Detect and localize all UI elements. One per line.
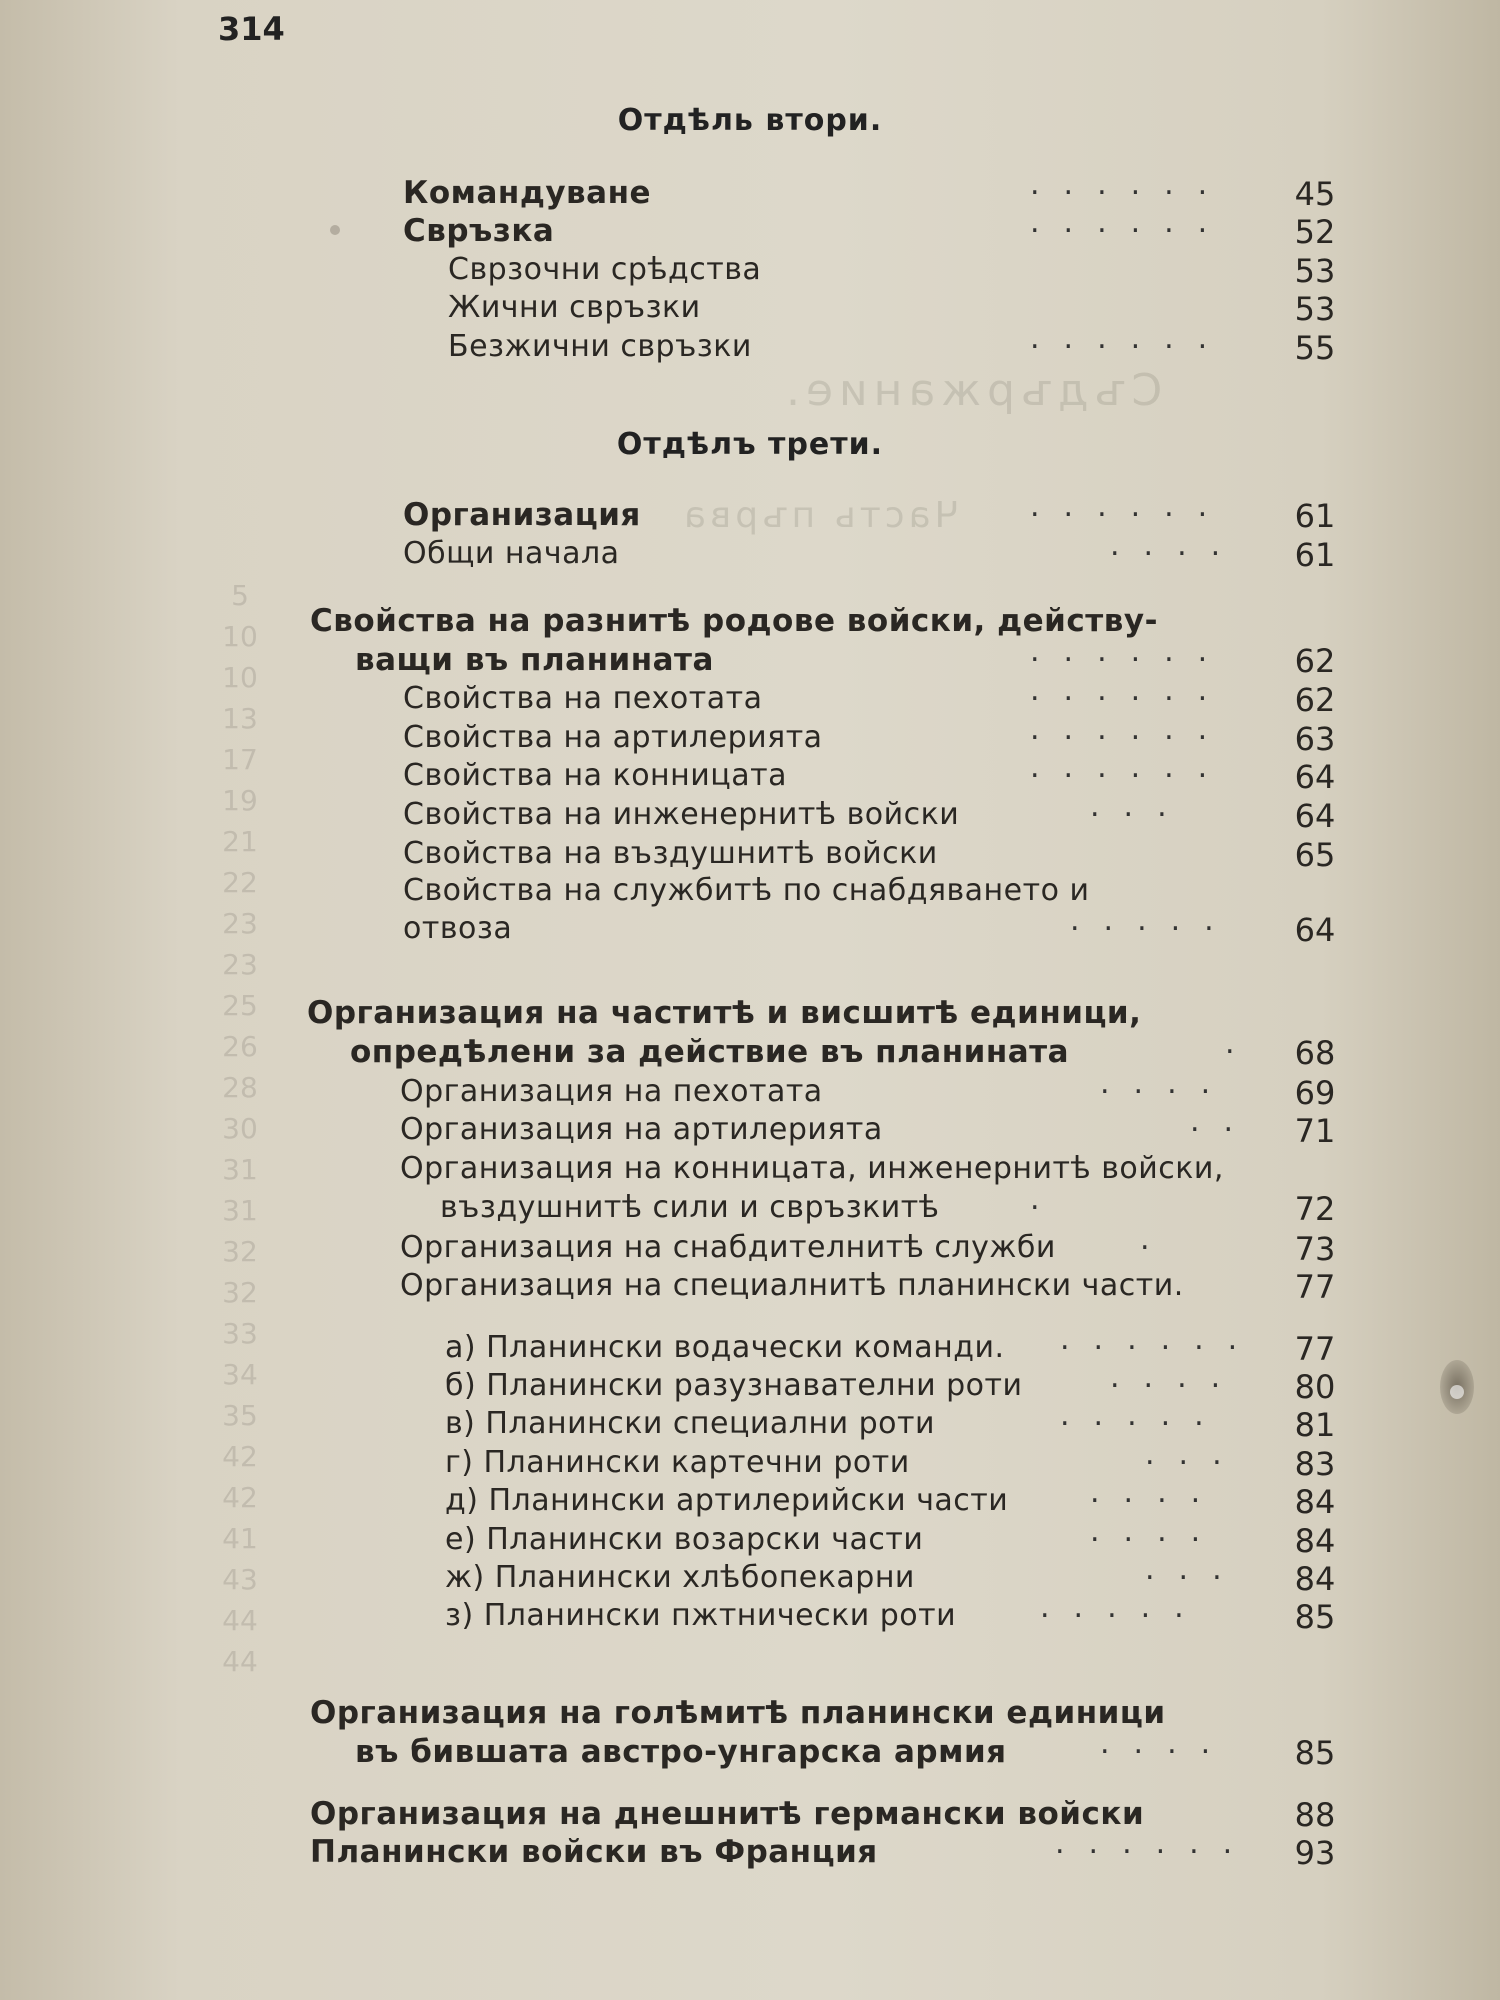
toc-page-number: 61	[1294, 497, 1336, 535]
toc-entry-title: Безжични свръзки	[448, 329, 752, 364]
dot-leader: ...	[1145, 1552, 1246, 1587]
paper-hole	[1450, 1385, 1464, 1399]
toc-entry-title: Организация	[403, 497, 641, 533]
toc-page-number: 45	[1294, 175, 1336, 213]
bleed-through-number: 44	[222, 1645, 258, 1678]
bleed-through-number: 13	[222, 702, 258, 735]
toc-page-number: 85	[1294, 1734, 1336, 1772]
bleed-through-number: 10	[222, 620, 258, 653]
bleed-through-numbers	[210, 575, 270, 1682]
bleed-through-number: 19	[222, 784, 258, 817]
toc-entry-title: Свойства на службитѣ по снабдяването и	[403, 873, 1090, 908]
toc-entry-title: Организация на днешнитѣ германски войски	[310, 1796, 1145, 1832]
dot-leader: .	[1030, 1182, 1064, 1217]
toc-entry-title: Организация на конницата, инженернитѣ войски,	[400, 1151, 1224, 1186]
toc-page-number: 88	[1294, 1796, 1336, 1834]
toc-entry-title: Жични свръзки	[448, 290, 701, 325]
bleed-through-number: 33	[222, 1317, 258, 1350]
toc-entry-title: а) Планински водачески команди.	[445, 1330, 1005, 1365]
toc-page-number: 53	[1294, 252, 1336, 290]
bleed-through-number: 42	[222, 1440, 258, 1473]
dot-leader: ......	[1030, 321, 1232, 356]
dot-leader: ...	[1090, 789, 1191, 824]
toc-entry-title: Свойства на артилерията	[403, 720, 823, 755]
toc-page-number: 80	[1294, 1368, 1336, 1406]
bleed-through-number: 23	[222, 907, 258, 940]
dot-leader: .	[1225, 1026, 1259, 1061]
toc-page-number: 72	[1294, 1190, 1336, 1228]
toc-page-number: 77	[1294, 1330, 1336, 1368]
toc-entry-title: Сврзочни срѣдства	[448, 252, 762, 287]
toc-page-number: 84	[1294, 1560, 1336, 1598]
bleed-through-number: 21	[222, 825, 258, 858]
bleed-through-number: 23	[222, 948, 258, 981]
toc-entry-title: г) Планински картечни роти	[445, 1445, 910, 1480]
bleed-through-number: 35	[222, 1399, 258, 1432]
dot-leader: ......	[1030, 489, 1232, 524]
toc-page-number: 64	[1294, 797, 1336, 835]
toc-page-number: 62	[1294, 642, 1336, 680]
bleed-through-number: 26	[222, 1030, 258, 1063]
dot-leader: ....	[1090, 1514, 1225, 1549]
toc-entry-title: ващи въ планината	[355, 642, 714, 678]
dot-leader: .....	[1040, 1590, 1208, 1625]
toc-entry-title: в) Планински специални роти	[445, 1406, 935, 1441]
bleed-through-number: 44	[222, 1604, 258, 1637]
bleed-through-number: 43	[222, 1563, 258, 1596]
toc-entry-title: з) Планински пжтнически роти	[445, 1598, 957, 1633]
dot-leader: ......	[1030, 750, 1232, 785]
toc-entry-title: Свойства на въздушнитѣ войски	[403, 836, 938, 871]
toc-entry-title: отвоза	[403, 911, 513, 946]
toc-entry-title: въ бившата австро-унгарска армия	[355, 1734, 1007, 1770]
bleed-through-part: Часть първа	[680, 495, 960, 536]
toc-page-number: 73	[1294, 1230, 1336, 1268]
toc-entry-title: Организация на частитѣ и висшитѣ единици,	[307, 995, 1142, 1031]
toc-page-number: 62	[1294, 681, 1336, 719]
paper-spot	[330, 225, 340, 235]
toc-page-number: 53	[1294, 290, 1336, 328]
toc-page-number: 84	[1294, 1522, 1336, 1560]
bleed-through-number: 25	[222, 989, 258, 1022]
toc-page-number: 84	[1294, 1483, 1336, 1521]
dot-leader: ...	[1145, 1437, 1246, 1472]
dot-leader: .....	[1060, 1398, 1228, 1433]
toc-entry-title: д) Планински артилерийски части	[445, 1483, 1009, 1518]
toc-entry-title: опредѣлени за действие въ планината	[350, 1034, 1070, 1070]
bleed-through-number: 34	[222, 1358, 258, 1391]
toc-entry-title: Организация на пехотата	[400, 1074, 823, 1109]
dot-leader: .	[1140, 1222, 1174, 1257]
toc-page-number: 85	[1294, 1598, 1336, 1636]
bleed-through-number: 32	[222, 1235, 258, 1268]
bleed-through-number: 41	[222, 1522, 258, 1555]
dot-leader: ....	[1090, 1475, 1225, 1510]
dot-leader: ......	[1060, 1322, 1262, 1357]
toc-entry-title: Свойства на инженернитѣ войски	[403, 797, 960, 832]
toc-page-number: 63	[1294, 720, 1336, 758]
toc-entry-title: Командуване	[403, 175, 652, 211]
toc-page-number: 61	[1294, 536, 1336, 574]
toc-entry-title: Организация на голѣмитѣ планински единици	[310, 1695, 1166, 1731]
toc-page-number: 83	[1294, 1445, 1336, 1483]
dot-leader: ......	[1030, 167, 1232, 202]
bleed-through-number: 31	[222, 1194, 258, 1227]
page-number: 314	[218, 10, 285, 48]
dot-leader: ......	[1030, 205, 1232, 240]
toc-entry-title: Свойства на конницата	[403, 758, 787, 793]
toc-entry-title: Общи начала	[403, 536, 620, 571]
toc-entry-title: е) Планински возарски части	[445, 1522, 924, 1557]
bleed-through-number: 22	[222, 866, 258, 899]
bleed-through-number: 30	[222, 1112, 258, 1145]
toc-page-number: 69	[1294, 1074, 1336, 1112]
toc-page-number: 64	[1294, 911, 1336, 949]
toc-page-number: 65	[1294, 836, 1336, 874]
toc-page-number: 81	[1294, 1406, 1336, 1444]
bleed-through-number: 42	[222, 1481, 258, 1514]
toc-entry-title: б) Планински разузнавателни роти	[445, 1368, 1023, 1403]
toc-page-number: 77	[1294, 1268, 1336, 1306]
toc-entry-title: Организация на снабдителнитѣ служби	[400, 1230, 1056, 1265]
toc-entry-title: Свръзка	[403, 213, 555, 249]
dot-leader: ..	[1190, 1104, 1258, 1139]
toc-page-number: 64	[1294, 758, 1336, 796]
dot-leader: ......	[1030, 634, 1232, 669]
toc-page-number: 71	[1294, 1112, 1336, 1150]
toc-entry-title: Свойства на разнитѣ родове войски, действу-	[310, 603, 1158, 639]
bleed-through-number: 17	[222, 743, 258, 776]
bleed-through-number: 5	[231, 579, 249, 612]
section-heading-third: Отдѣлъ трети.	[616, 427, 884, 462]
dot-leader: ......	[1030, 673, 1232, 708]
section-heading-second: Отдѣль втори.	[617, 103, 883, 138]
toc-page-number: 55	[1294, 329, 1336, 367]
bleed-through-number: 28	[222, 1071, 258, 1104]
dot-leader: ....	[1100, 1066, 1235, 1101]
bleed-through-number: 10	[222, 661, 258, 694]
dot-leader: ....	[1110, 528, 1245, 563]
toc-entry-title: Организация на специалнитѣ планински части.	[400, 1268, 1184, 1303]
dot-leader: ......	[1030, 712, 1232, 747]
toc-entry-title: ж) Планински хлѣбопекарни	[445, 1560, 915, 1595]
dot-leader: ....	[1100, 1726, 1235, 1761]
toc-entry-title: Организация на артилерията	[400, 1112, 883, 1147]
dot-leader: ......	[1055, 1826, 1257, 1861]
toc-page-number: 93	[1294, 1834, 1336, 1872]
dot-leader: ....	[1110, 1360, 1245, 1395]
toc-entry-title: Свойства на пехотата	[403, 681, 763, 716]
bleed-through-title: Съдържание.	[780, 365, 1163, 416]
bleed-through-number: 31	[222, 1153, 258, 1186]
toc-entry-title: въздушнитѣ сили и свръзкитѣ	[440, 1190, 940, 1225]
bleed-through-number: 32	[222, 1276, 258, 1309]
dot-leader: .....	[1070, 903, 1238, 938]
toc-entry-title: Планински войски въ Франция	[310, 1834, 878, 1870]
toc-page-number: 68	[1294, 1034, 1336, 1072]
toc-page-number: 52	[1294, 213, 1336, 251]
